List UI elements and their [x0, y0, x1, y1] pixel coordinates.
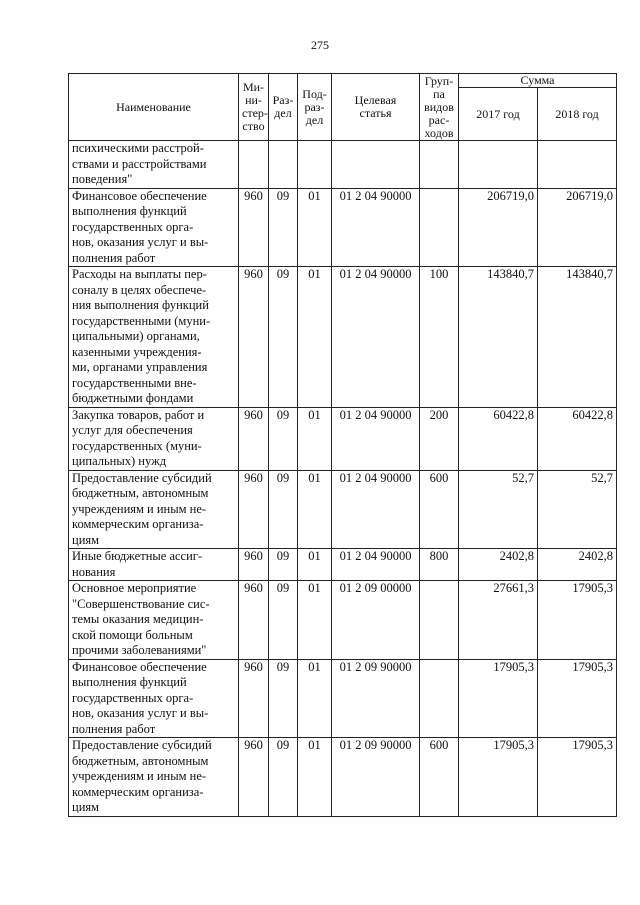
cell-2018: 143840,7: [538, 267, 617, 408]
cell-subsection: 01: [298, 407, 332, 470]
cell-name: Финансовое обеспечение выполнения функций государственных орга- нов, оказания услуг и вы- полнения работ: [69, 188, 239, 267]
cell-2017: 17905,3: [459, 659, 538, 738]
cell-group: [420, 581, 459, 660]
cell-2018: 17905,3: [538, 659, 617, 738]
header-row: [69, 74, 617, 88]
cell-ministry: 960: [239, 659, 269, 738]
cell-target: 01 2 09 90000: [332, 659, 420, 738]
cell-subsection: 01: [298, 738, 332, 817]
cell-name: Предоставление субсидий бюджетным, автономным учреждениям и иным не- коммерческим организа- циям: [69, 470, 239, 549]
cell-ministry: 960: [239, 549, 269, 581]
cell-ministry: 960: [239, 188, 269, 267]
table-body: [69, 141, 617, 817]
budget-table: [68, 73, 617, 817]
cell-target: 01 2 04 90000: [332, 188, 420, 267]
cell-name: Расходы на выплаты пер- соналу в целях обеспече- ния выполнения функций государственными (муни- ципальными) органами, казенными учреждения- ми, органами управления государственными вне- бюджетными фондами: [69, 267, 239, 408]
table-row: [69, 407, 617, 470]
header-group: Груп- па видов рас- ходов: [420, 74, 459, 141]
cell-2017: [459, 141, 538, 189]
cell-subsection: [298, 141, 332, 189]
cell-ministry: [239, 141, 269, 189]
cell-2017: 2402,8: [459, 549, 538, 581]
header-ministry: Ми- ни- стер- ство: [239, 74, 269, 141]
cell-2018: 206719,0: [538, 188, 617, 267]
cell-2018: [538, 141, 617, 189]
cell-section: 09: [269, 659, 298, 738]
cell-ministry: 960: [239, 470, 269, 549]
cell-section: 09: [269, 581, 298, 660]
cell-section: [269, 141, 298, 189]
cell-2017: 27661,3: [459, 581, 538, 660]
cell-2018: 17905,3: [538, 738, 617, 817]
cell-name: Финансовое обеспечение выполнения функций государственных орга- нов, оказания услуг и вы- полнения работ: [69, 659, 239, 738]
cell-target: [332, 141, 420, 189]
header-sum: Сумма: [459, 74, 617, 88]
cell-ministry: 960: [239, 407, 269, 470]
cell-group: [420, 659, 459, 738]
cell-group: 600: [420, 738, 459, 817]
cell-2017: 143840,7: [459, 267, 538, 408]
cell-name: Закупка товаров, работ и услуг для обеспечения государственных (муни- ципальных) нужд: [69, 407, 239, 470]
header-target: Целевая статья: [332, 74, 420, 141]
cell-2017: 52,7: [459, 470, 538, 549]
cell-name: Предоставление субсидий бюджетным, автономным учреждениям и иным не- коммерческим организа- циям: [69, 738, 239, 817]
cell-ministry: 960: [239, 738, 269, 817]
cell-name: Иные бюджетные ассиг- нования: [69, 549, 239, 581]
cell-target: 01 2 09 90000: [332, 738, 420, 817]
cell-section: 09: [269, 407, 298, 470]
table-row: [69, 549, 617, 581]
cell-2018: 17905,3: [538, 581, 617, 660]
cell-name: психическими расстрой- ствами и расстройствами поведения": [69, 141, 239, 189]
cell-section: 09: [269, 470, 298, 549]
table-row: [69, 267, 617, 408]
table-row: [69, 470, 617, 549]
cell-subsection: 01: [298, 188, 332, 267]
cell-section: 09: [269, 267, 298, 408]
table-row: [69, 188, 617, 267]
header-2018: 2018 год: [538, 88, 617, 141]
header-section: Раз- дел: [269, 74, 298, 141]
cell-group: [420, 141, 459, 189]
table-row: [69, 581, 617, 660]
table-row: [69, 659, 617, 738]
cell-subsection: 01: [298, 470, 332, 549]
cell-2017: 206719,0: [459, 188, 538, 267]
page-number: 275: [311, 38, 329, 52]
cell-target: 01 2 09 00000: [332, 581, 420, 660]
cell-group: [420, 188, 459, 267]
cell-ministry: 960: [239, 581, 269, 660]
header-subsection: Под- раз- дел: [298, 74, 332, 141]
cell-target: 01 2 04 90000: [332, 470, 420, 549]
cell-2018: 2402,8: [538, 549, 617, 581]
cell-subsection: 01: [298, 549, 332, 581]
cell-subsection: 01: [298, 581, 332, 660]
cell-subsection: 01: [298, 267, 332, 408]
table-row: [69, 738, 617, 817]
cell-target: 01 2 04 90000: [332, 549, 420, 581]
cell-section: 09: [269, 738, 298, 817]
cell-ministry: 960: [239, 267, 269, 408]
header-name: Наименование: [69, 74, 239, 141]
cell-section: 09: [269, 549, 298, 581]
cell-target: 01 2 04 90000: [332, 267, 420, 408]
cell-group: 600: [420, 470, 459, 549]
table-row: [69, 141, 617, 189]
cell-section: 09: [269, 188, 298, 267]
cell-subsection: 01: [298, 659, 332, 738]
cell-2017: 60422,8: [459, 407, 538, 470]
header-2017: 2017 год: [459, 88, 538, 141]
cell-2018: 60422,8: [538, 407, 617, 470]
cell-2017: 17905,3: [459, 738, 538, 817]
cell-group: 100: [420, 267, 459, 408]
cell-group: 200: [420, 407, 459, 470]
cell-2018: 52,7: [538, 470, 617, 549]
cell-target: 01 2 04 90000: [332, 407, 420, 470]
cell-group: 800: [420, 549, 459, 581]
cell-name: Основное мероприятие "Совершенствование сис- темы оказания медицин- ской помощи больным прочими заболеваниями": [69, 581, 239, 660]
